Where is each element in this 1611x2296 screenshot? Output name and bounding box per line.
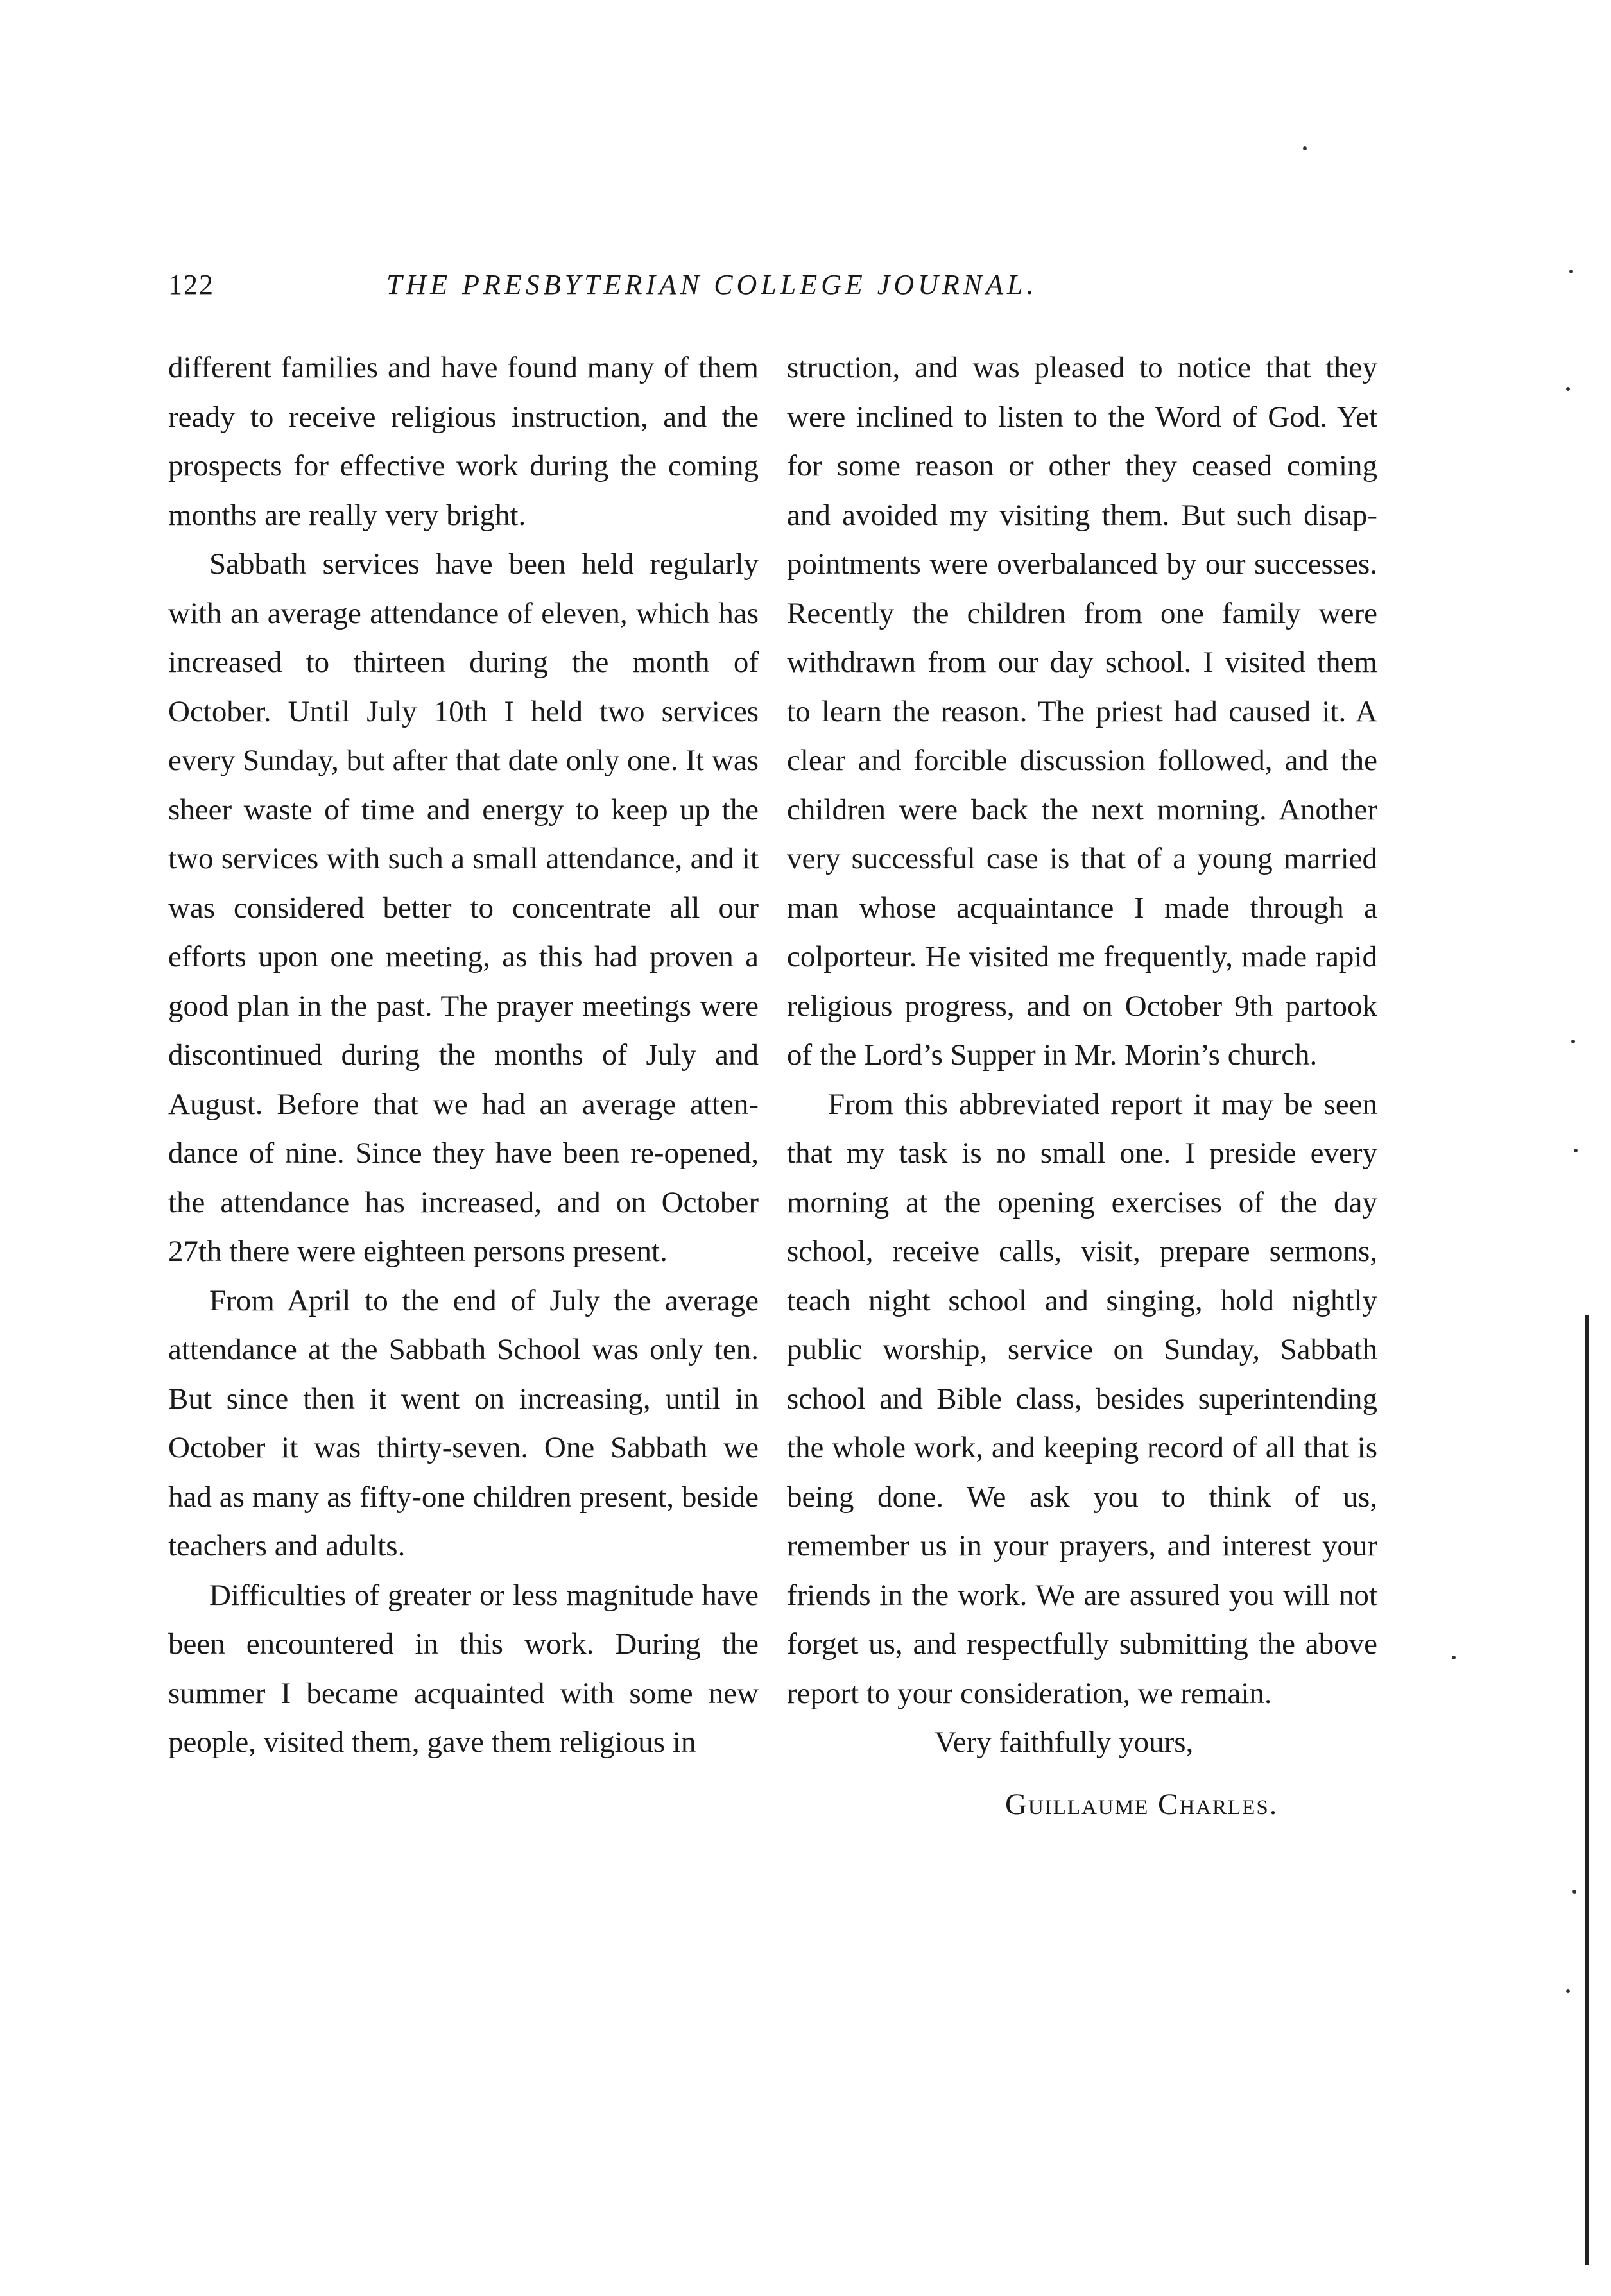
left-paragraph-1: different families and have found many of them ready to receive religious instruction, and the prospects for effective work during the coming months are really very bright. xyxy=(168,351,759,532)
left-column xyxy=(168,343,759,1767)
left-paragraph-3: From April to the end of July the average attendance at the Sabbath School was only ten. But since then it went on increasing, until in October it was thirty-seven. One Sabbath we had as many as fifty-one children present, beside teachers and adults. xyxy=(168,1283,759,1563)
scan-edge-mark xyxy=(1585,1315,1589,2265)
scan-speck xyxy=(1569,270,1573,273)
right-column xyxy=(787,343,1377,1829)
running-head xyxy=(168,268,1195,313)
scan-speck xyxy=(1452,1656,1456,1659)
page-number: 122 xyxy=(168,269,214,300)
left-paragraph-4: Difficulties of greater or less magnitude have been encountered in this work. During the summer I became acquainted with some new people, visited them, gave them religious in xyxy=(168,1578,759,1759)
journal-title: THE PRESBYTERIAN COLLEGE JOURNAL. xyxy=(386,269,1038,300)
signature: Guillaume Charles. xyxy=(1005,1787,1279,1821)
scan-speck xyxy=(1566,1989,1570,1993)
right-paragraph-1: struction, and was pleased to notice that they were inclined to listen to the Word of God. Yet for some reason or other they ceased coming and avoided my visiting them. But such disappointments were overbalanced by our successes. Recently the children from one family were withdrawn from our day school. I visited them to learn the reason. The priest had caused it. A clear and forcible discussion followed, and the children were back the next morning. Another very successful case is that of a young married man whose acquaintance I made through a colporteur. He visited me frequently, made rapid religious progress, and on October 9th partook of the Lord’s Supper in Mr. Morin’s church. xyxy=(787,351,1377,1072)
left-paragraph-2: Sabbath services have been held regularly with an average attendance of eleven, which has increased to thirteen during the month of October. Until July 10th I held two services every Sunday, but after that date only one. It was sheer waste of time and energy to keep up the two services with such a small attendance, and it was considered better to concentrate all our efforts upon one meeting, as this had proven a good plan in the past. The prayer meetings were discontinued during the months of July and August. Before that we had an average attendance of nine. Since they have been re-opened, the attendance has increased, and on October 27th there were eighteen persons present. xyxy=(168,547,759,1268)
scan-speck xyxy=(1574,1149,1578,1152)
scan-speck xyxy=(1571,1040,1575,1043)
scan-speck xyxy=(1303,146,1307,150)
scan-speck xyxy=(1572,1890,1576,1894)
right-paragraph-2: From this abbreviated report it may be seen that my task is no small one. I preside every morning at the opening exercises of the day school, receive calls, visit, prepare sermons, teach night school and singing, hold nightly public worship, service on Sunday, Sabbath school and Bible class, besides superintending the whole work, and keeping record of all that is being done. We ask you to think of us, remember us in your prayers, and interest your friends in the work. We are assured you will not forget us, and respectfully submitting the above report to your consideration, we remain. xyxy=(787,1087,1377,1710)
closing-salutation: Very faithfully yours, xyxy=(935,1726,1194,1759)
scan-speck xyxy=(1566,387,1570,391)
